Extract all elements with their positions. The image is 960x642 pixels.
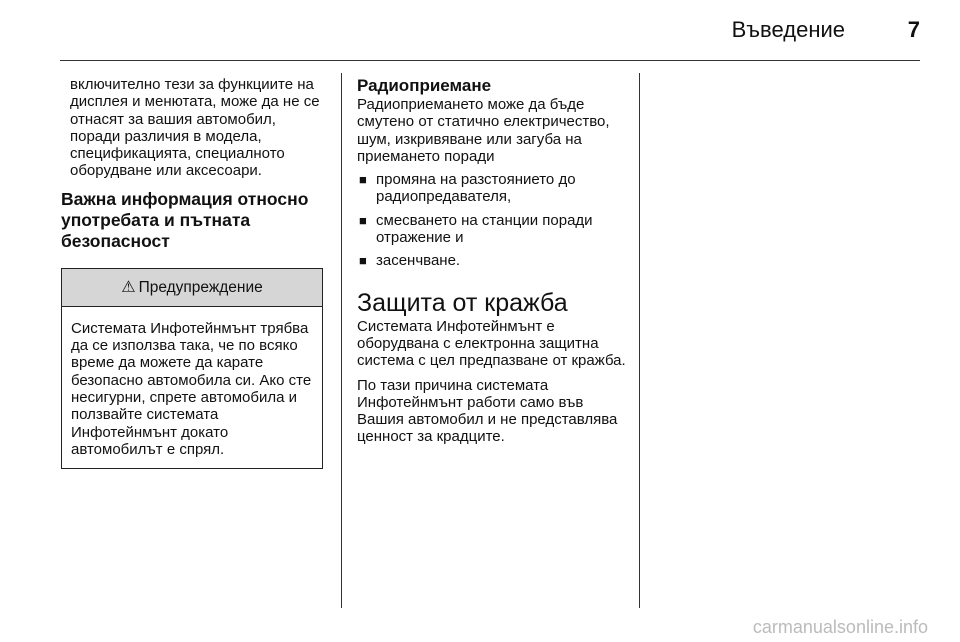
continued-paragraph: включително тези за функциите на дисплея и менютата, може да не се отнасят за вашия автомобил, поради различия в модела, спецификацията, специалното оборудване или аксесоари.: [70, 76, 320, 180]
radio-intro-paragraph: Радиоприемането може да бъде смутено от статично електричество, шум, изкривяване или загуба на приемането поради: [357, 96, 610, 165]
bullet-square-icon: ■: [359, 172, 367, 188]
theft-paragraph-1: Системата Инфотейнмънт е оборудвана с електронна защитна система с цел предпазване от кражба.: [357, 317, 626, 370]
footer-watermark: carmanualsonline.info: [752, 617, 928, 637]
page-number: 7: [907, 17, 920, 42]
theft-paragraph-2: По тази причина системата Инфотейнмънт работи само във Вашия автомобил и не представлява ценност за крадците.: [357, 376, 618, 446]
section-heading-theft: Защита от кражба: [357, 288, 568, 317]
bullet-square-icon: ■: [359, 212, 367, 228]
list-item: ■ промяна на разстоянието до радиопредавателя,: [359, 171, 576, 206]
page-header-title: Въведение: [731, 17, 845, 42]
list-item: ■ смесването на станции поради отражение и: [359, 211, 593, 247]
column-divider-1: [341, 73, 342, 608]
header-divider: [60, 60, 920, 61]
warning-title: Предупреждение: [138, 278, 263, 296]
column-divider-2: [639, 73, 640, 608]
column-left: [61, 76, 323, 469]
warning-header: [62, 269, 322, 307]
column-middle: [357, 76, 629, 446]
warning-box: [61, 268, 323, 469]
section-heading-safety: Важна информация относно употребата и пътната безопасност: [61, 188, 309, 251]
list-item: ■ засенчване.: [359, 252, 461, 270]
radio-bullet-list: [357, 171, 629, 269]
warning-text: Системата Инфотейнмънт трябва да се използва така, че по всяко време да можете да карате безопасно автомобила си. Ако сте несигурни, спрете автомобила и ползвайте системата Инфотейнмънт докато автомобилът е спрял.: [71, 319, 312, 458]
warning-triangle-icon: ⚠: [121, 278, 136, 296]
section-heading-radio: Радиоприемане: [357, 76, 492, 95]
bullet-square-icon: ■: [359, 253, 367, 269]
